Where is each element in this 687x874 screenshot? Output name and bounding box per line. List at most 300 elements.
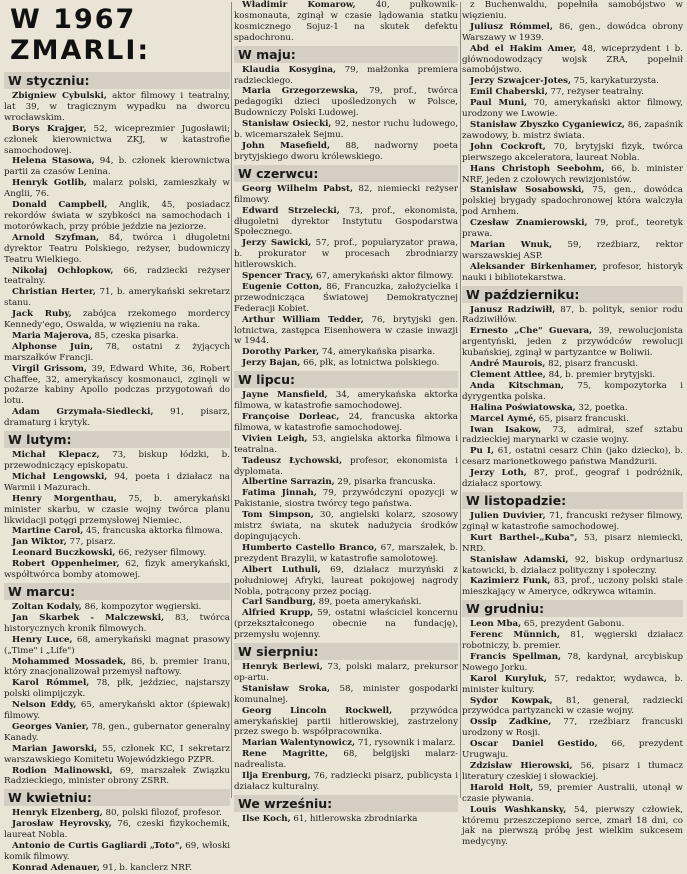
person-description: profesor, historyk nauki i bibliotekarstwa. — [462, 261, 683, 283]
obituary-entry — [234, 543, 458, 565]
person-name: Clement Attlee, — [470, 370, 546, 380]
obituary-entry — [462, 370, 683, 381]
person-description: 78, gen., gubernator generalny Kanady. — [4, 721, 230, 743]
obituary-entry — [462, 576, 683, 598]
obituary-entry — [462, 240, 683, 262]
person-name: Henry Morgenthau, — [12, 493, 117, 504]
person-description: 54, pierwszy człowiek, któremu przeszczepiono serce, zmarł 18 dni, co jak na pierwszą próbę jest wielkim sukcesem medycyny. — [462, 804, 683, 848]
person-name: Zbigniew Cybulski, — [12, 91, 107, 101]
obituary-entry — [4, 309, 230, 331]
month-heading: W czerwcu: — [234, 165, 458, 182]
person-description: 40, pułkownik-kosmonauta, zginął w czasie lądowania statku kosmicznego Sojuz-1 na skutek defektu spadochronu. — [234, 0, 458, 43]
person-description: 73, admirał, szef sztabu radzieckiej marynarki w czasie wojny. — [462, 424, 683, 446]
obituary-entry — [234, 0, 458, 44]
obituary-entry — [462, 696, 683, 718]
person-name: Jerzy Loth, — [470, 468, 527, 479]
person-name: Georges Vanier, — [12, 721, 89, 732]
person-name: Pu I, — [470, 446, 494, 457]
person-name: Karol Kuryluk, — [470, 673, 547, 684]
month-heading: W styczniu: — [4, 72, 230, 89]
obituary-entry — [4, 407, 230, 429]
person-name: Françoise Dorleac, — [242, 412, 340, 422]
obituary-entry — [462, 414, 683, 425]
obituary-section — [462, 619, 683, 848]
person-description: 86, Francuzka, założycielka i przewodnicząca Światowej Demokratycznej Federacji Kobiet. — [234, 281, 459, 314]
obituary-entry — [462, 446, 683, 468]
obituary-entry — [462, 425, 683, 447]
person-description: 61, hitlerowska zbrodniarka — [290, 813, 418, 824]
person-description: 52, wiceprezmier Jugosławii; członek kierownictwa ZKJ, w katastrofie samochodowej. — [4, 123, 230, 156]
person-description: 32, poetka. — [575, 402, 628, 413]
person-description: 68, belgijski malarz-nadrealista. — [234, 749, 459, 771]
person-name: Christian Herter, — [12, 287, 96, 298]
month-heading: We wrześniu: — [234, 795, 458, 812]
obituary-entry — [4, 548, 230, 559]
obituary-section — [4, 808, 230, 873]
obituary-entry — [462, 87, 683, 98]
obituary-entry — [462, 630, 683, 652]
person-description: 70, amerykański aktor filmowy, urodzony we Lwowie. — [462, 98, 683, 120]
obituary-entry — [462, 805, 683, 849]
person-description: 66, reżyser filmowy. — [115, 548, 207, 559]
person-description: 77, rzeźbiarz francuski urodzony w Rosji. — [462, 717, 683, 739]
person-description: 34, amerykańska aktorka filmowa, w katastrofie samochodowej. — [234, 390, 458, 412]
person-name: Borys Krajger, — [12, 123, 87, 134]
person-name: Louis Washkansky, — [470, 804, 567, 815]
obituary-entry — [4, 744, 230, 766]
person-description: 24, francuska aktorka filmowa, w katastrofie samochodowej. — [234, 412, 458, 433]
person-description: 79, przywódczyni opozycji w Pakistanie, siostra twórcy tego państwa. — [234, 488, 458, 510]
obituary-entry — [4, 613, 230, 635]
person-description: 75, gen., dowódca polskiej brygady spadochronowej która walczyła pod Arnhem. — [462, 185, 683, 218]
person-description: 66, płk, as lotnictwa polskiego. — [300, 358, 440, 369]
person-name: Juliusz Rómmel, — [470, 21, 553, 32]
obituary-entry — [234, 565, 458, 598]
obituary-entry — [234, 749, 458, 771]
obituary-entry — [462, 674, 683, 696]
person-name: Jarosław Heyrovsky, — [12, 819, 112, 830]
obituary-entry — [234, 347, 458, 358]
person-name: Adam Grzymała-Siedlecki, — [12, 407, 154, 418]
obituary-entry — [4, 331, 230, 342]
obituary-entry — [462, 468, 683, 490]
person-description: 85, czeska pisarka. — [91, 330, 179, 341]
person-name: Konrad Adenauer, — [12, 862, 100, 873]
person-name: Henryk Elzenberg, — [12, 808, 103, 819]
obituary-entry — [462, 403, 683, 414]
person-description: 59, rzeźbiarz, rektor warszawskiej ASP. — [462, 239, 683, 261]
person-name: Henryk Gotlib, — [12, 178, 87, 189]
person-description: 81, generał, radziecki przywódca partyzancki w czasie wojny. — [462, 695, 683, 717]
obituary-entry — [234, 662, 458, 684]
obituary-entry — [462, 555, 683, 577]
person-name: Henryk Berlewi, — [242, 662, 323, 673]
person-description: 57, prof., popularyzator prawa, b. prokurator w procesach zbrodniarzy hitlerowskich. — [234, 238, 458, 271]
person-name: Jerzy Bajan, — [242, 358, 301, 369]
person-name: Arnold Szyfman, — [12, 232, 100, 243]
column-3 — [462, 0, 684, 848]
obituary-section — [462, 0, 683, 284]
obituary-entry — [4, 808, 230, 819]
obituary-entry — [234, 814, 458, 825]
person-name: Georg Wilhelm Pabst, — [242, 183, 354, 194]
person-description: 67, amerykański aktor filmowy. — [313, 271, 454, 282]
person-description: 48, wiceprzydent i b. głównodowodzący wojsk ZRA, popełnił samobójstwo. — [462, 43, 683, 76]
obituary-entry — [462, 359, 683, 370]
obituary-entry — [234, 684, 458, 706]
person-description: 88, nadworny poeta brytyjskiego dworu królewskiego. — [234, 140, 458, 162]
person-description: 78, kardynał, arcybiskup Nowego Jorku. — [462, 651, 684, 673]
month-heading: W październiku: — [462, 286, 683, 303]
person-name: Jerzy Szwajcer-Jotes, — [470, 76, 572, 87]
person-name: Ossip Zadkine, — [470, 717, 552, 728]
obituary-entry — [4, 722, 230, 744]
person-name: Leon Mba, — [470, 619, 522, 630]
person-description: 39, rewolucjonista argentyński, jeden z przywódców rewolucji kubańskiej, zginął w partyzantce w Boliwii. — [462, 326, 683, 359]
person-name: Carl Sandburg, — [242, 597, 316, 608]
person-description: 53, pisarz niemiecki, NRD. — [462, 532, 683, 554]
person-description: 58, minister gospodarki komunalnej. — [234, 683, 458, 705]
person-name: Henry Luce, — [12, 634, 73, 645]
obituary-entry — [462, 305, 683, 327]
person-name: Jayne Mansfield, — [242, 390, 328, 401]
obituary-entry — [234, 456, 458, 478]
person-name: John Masefield, — [242, 140, 331, 151]
obituary-section — [234, 0, 458, 44]
month-heading: W lutym: — [4, 431, 230, 448]
obituary-entry — [4, 494, 230, 527]
person-description: 92, biskup ordynariusz katowicki, b. działacz polityczny i społeczny. — [462, 554, 683, 576]
person-name: Klaudia Kosygina, — [242, 64, 337, 75]
obituary-section — [234, 65, 458, 163]
person-name: Kazimierz Funk, — [470, 576, 551, 587]
obituary-entry — [4, 700, 230, 722]
obituary-entry — [234, 119, 458, 141]
obituary-entry — [462, 164, 683, 186]
obituary-entry — [234, 510, 458, 543]
obituary-entry — [234, 608, 458, 641]
person-name: Halina Poświatowska, — [470, 402, 576, 413]
person-name: Ernesto „Che" Guevara, — [470, 326, 593, 337]
obituary-entry — [4, 178, 230, 200]
person-description: 86, b. premier Iranu, który znacjonalizował przemysł naftowy. — [4, 656, 230, 678]
obituary-section — [4, 602, 230, 787]
obituary-section — [234, 814, 458, 825]
obituary-entry — [234, 434, 458, 456]
person-name: Tadeusz Łychowski, — [242, 455, 343, 466]
person-description: 53, angielska aktorka filmowa i teatralna. — [234, 433, 458, 455]
obituary-section — [234, 662, 458, 793]
obituary-entry — [4, 472, 230, 494]
person-name: Nikołaj Ochłopkow, — [12, 265, 114, 276]
person-name: John Cockroft, — [470, 141, 546, 152]
person-description: 61, ostatni cesarz Chin (jako dziecko), b. cesarz marionetkowego państwa Mandżurii. — [462, 446, 683, 468]
person-description: 73, polski malarz, prekursor op-artu. — [234, 662, 458, 683]
person-name: Mohammed Mossadek, — [12, 656, 127, 667]
person-description: 86, gen., dowódca obrony Warszawy w 1939. — [462, 21, 683, 43]
person-name: Georg Lincoln Rockwell, — [242, 705, 393, 716]
column-1 — [4, 0, 231, 873]
person-description: 87, b. polityk, senior rodu Radziwiłłów. — [462, 304, 683, 326]
obituary-section — [462, 305, 683, 490]
obituary-entry — [234, 238, 458, 271]
obituary-entry — [4, 364, 230, 408]
person-name: Alfried Krupp, — [242, 608, 314, 619]
obituary-entry — [462, 739, 683, 761]
person-name: Oscar Daniel Gestido, — [470, 739, 598, 750]
obituary-entry — [462, 381, 683, 403]
obituary-entry — [462, 511, 683, 533]
person-name: Stanisław Zbyszko Cyganiewicz, — [470, 119, 625, 130]
person-description: 87, prof., geograf i podróżnik, działacz sportowy. — [462, 468, 683, 490]
obituary-entry — [234, 315, 458, 348]
person-description: 59, ostatni właściciel koncernu (przekształconego obecnie na fundację), przemysłu wojenny. — [234, 608, 459, 641]
person-description: 92, nestor ruchu ludowego, b. wicemarszałek Sejmu. — [234, 119, 458, 141]
obituary-entry — [462, 185, 683, 218]
person-name: Stanisław Adamski, — [470, 554, 569, 565]
obituary-entry — [234, 358, 458, 369]
person-name: Ferenc Münnich, — [470, 630, 560, 641]
person-description: 62, fizyk amerykański, współtwórca bomby atomowej. — [4, 559, 230, 581]
obituary-entry — [4, 450, 230, 472]
person-name: Edward Strzelecki, — [242, 205, 340, 216]
person-name: Marian Walentynowicz, — [242, 738, 356, 749]
person-name: Albert Luthuli, — [242, 564, 321, 575]
person-description: 79, prof., twórca pedagogiki dzieci upośledzonych w Polsce, Budowniczy Polski Ludowej. — [234, 86, 458, 119]
person-description: 74, amerykańska pisarka. — [319, 347, 436, 358]
person-name: Donald Campbell, — [12, 200, 108, 211]
obituary-entry — [462, 22, 683, 44]
obituary-section — [4, 91, 230, 429]
column-2 — [234, 0, 459, 824]
person-description: 76, radziecki pisarz, publicysta i działacz kulturalny. — [234, 771, 458, 792]
person-description: zabójca rzekomego mordercy Kennedy'ego, Oswalda, w więzieniu na raka. — [4, 309, 230, 331]
person-description: 66, b. minister NRF, jeden z czołowych rewizjonistów. — [462, 163, 683, 185]
person-name: Tom Simpson, — [242, 510, 314, 521]
person-name: Abd el Hakim Amer, — [470, 43, 577, 54]
obituary-entry — [234, 738, 458, 749]
person-description: 78, ostatni z żyjących marszałków Francji. — [4, 341, 230, 363]
person-name: Michał Lengowski, — [12, 471, 108, 482]
person-description: 84, b. premier brytyjski. — [545, 370, 656, 380]
person-description: 94, poeta i działacz na Warmii i Mazurach. — [4, 471, 230, 493]
person-name: Robert Oppenheimer, — [12, 559, 120, 570]
obituary-entry — [4, 766, 230, 788]
obituary-entry — [462, 652, 683, 674]
obituary-entry — [234, 771, 458, 793]
person-description: 39, Edward White, 36, Robert Chaffee, 32, amerykańscy kosmonauci, zginęli w pożarze kabiny Apollo podczas przygotowań do lotu. — [4, 363, 230, 407]
person-description: 78, płk, jeździec, najstarszy polski olimpijczyk. — [4, 678, 230, 700]
person-description: 76, brytyjski gen. lotnictwa, zastępca Eisenhowera w czasie inwazji w 1944. — [234, 314, 458, 347]
person-name: Jerzy Sawicki, — [242, 238, 312, 249]
obituary-entry — [462, 326, 683, 359]
obituary-entry — [462, 98, 683, 120]
obituary-entry — [234, 184, 458, 206]
person-name: Stanisław Osiecki, — [242, 119, 332, 130]
person-name: Helena Stasowa, — [12, 156, 95, 167]
obituary-entry — [462, 717, 683, 739]
person-description: 80, polski filozof, profesor. — [102, 808, 222, 819]
obituary-entry — [4, 342, 230, 364]
obituary-entry — [462, 76, 683, 87]
person-description: 86, zapaśnik zawodowy, b. mistrz świata. — [462, 119, 683, 141]
obituary-entry — [234, 390, 458, 412]
person-description: 81, węgierski działacz robotniczy, b. premier. — [462, 630, 683, 652]
person-name: Spencer Tracy, — [242, 271, 314, 282]
person-name: Martine Carol, — [12, 526, 84, 537]
person-name: Władimir Komarow, — [242, 0, 356, 10]
person-name: Hans Christoph Seebohm, — [470, 163, 605, 174]
obituary-entry — [234, 477, 458, 488]
person-description: z Buchenwaldu, popełniła samobójstwo w więzieniu. — [462, 0, 683, 21]
month-heading: W grudniu: — [462, 600, 683, 617]
person-description: 84, twórca i długoletni dyrektor Teatru Polskiego, reżyser, budowniczy Teatru Wielkiego. — [4, 232, 230, 265]
person-description: przywódca amerykańskiej partii hitlerowskiej, zastrzelony przez swego b. współpracownika. — [234, 705, 459, 738]
person-name: Leonard Buczkowski, — [12, 548, 116, 559]
person-name: Paul Muni, — [470, 98, 528, 109]
person-name: Eugenie Cotton, — [242, 281, 323, 292]
person-name: Karol Rómmel, — [12, 678, 90, 689]
person-description: 68, amerykański magnat prasowy („Time" i „Life") — [4, 634, 231, 656]
person-description: 75, kompozytorka i dyrygentka polska. — [462, 380, 683, 402]
obituary-entry — [4, 678, 230, 700]
obituary-entry — [462, 44, 683, 77]
obituary-entry — [4, 841, 230, 863]
person-name: Maria Grzegorzewska, — [242, 86, 359, 97]
month-heading: W sierpniu: — [234, 643, 458, 660]
person-description: malarz polski, zamieszkały w Anglii, 76. — [4, 178, 230, 200]
person-description: 79, małżonka premiera radzieckiego. — [234, 64, 459, 86]
obituary-entry — [462, 142, 683, 164]
person-description: 30, angielski kolarz, szosowy mistrz świata, na skutek nadużycia środków dopingujących. — [234, 510, 458, 542]
person-name: Rodion Malinowski, — [12, 765, 113, 776]
person-name: Nelson Eddy, — [12, 700, 77, 711]
person-description: 45, francuska aktorka filmowa. — [83, 526, 223, 537]
obituary-entry — [4, 635, 230, 657]
person-description: 56, pisarz i tłumacz literatury czeskiej i słowackiej. — [462, 761, 683, 782]
person-description: 57, redaktor, wydawca, b. minister kultury. — [462, 673, 683, 695]
person-description: 55, członek KC, I sekretarz warszawskiego Komitetu Wojewódzkiego PZPR. — [4, 743, 230, 765]
person-description: 91, pisarz, dramaturg i krytyk. — [4, 407, 230, 429]
person-description: 75, b. amerykański minister skarbu, w czasie wojny twórca planu likwidacji potęgi przemysłowej Niemiec. — [4, 493, 230, 526]
person-name: Janusz Radziwiłł, — [470, 304, 556, 315]
obituary-entry — [462, 0, 683, 22]
person-description: 69, działacz murzyński z południowej Afryki, laureat pokojowej nagrody Nobla, potrącony przez pociąg. — [234, 564, 458, 597]
obituary-entry — [4, 819, 230, 841]
person-description: 65, prezydent Gabonu. — [521, 619, 625, 630]
person-description: 77, reżyser teatralny. — [547, 87, 644, 98]
person-name: Francis Spellman, — [470, 651, 562, 662]
obituary-entry — [462, 533, 683, 555]
person-description: 82, niemiecki reżyser filmowy. — [234, 183, 458, 205]
page-title: W 1967 ZMARLI: — [10, 4, 151, 66]
person-description: 69, marszałek Związku Radzieckiego, minister obrony ZSRR. — [4, 765, 230, 787]
obituary-entry — [234, 271, 458, 282]
obituary-entry — [462, 783, 683, 805]
person-name: Iwan Isakow, — [470, 424, 542, 435]
person-description: 66, radziecki reżyser teatralny. — [4, 265, 230, 287]
person-description: 75, karykaturzysta. — [571, 76, 659, 87]
obituary-entry — [4, 287, 230, 309]
obituary-entry — [4, 537, 230, 548]
person-name: André Maurois, — [470, 359, 546, 370]
person-name: Ilse Koch, — [242, 813, 291, 824]
obituary-entry — [234, 706, 458, 739]
person-description: 71, b. amerykański sekretarz stanu. — [4, 287, 230, 309]
obituary-entry — [462, 761, 683, 783]
person-description: 73, prof., ekonomista, długoletni dyrektor Instytutu Gospodarstwa Społecznego. — [234, 205, 459, 238]
person-description: Anglik, 45, posiadacz rekordów świata w szybkości na samochodach i motorówkach, przy próbie jeździe na jeziorze. — [4, 200, 230, 232]
person-description: 71, rysownik i malarz. — [355, 738, 456, 749]
month-heading: W maju: — [234, 46, 458, 63]
person-name: Anda Kitschman, — [470, 380, 564, 391]
person-description: 89, poeta amerykański. — [315, 597, 422, 608]
person-name: Arthur William Tedder, — [242, 314, 364, 325]
month-heading: W lipcu: — [234, 371, 458, 388]
person-description: 29, pisarka francuska. — [334, 477, 436, 488]
person-description: 77, pisarz. — [66, 537, 116, 548]
person-description: aktor filmowy i teatralny, lat 39, w tragicznym wypadku na dworcu wrocławskim. — [4, 91, 230, 123]
obituary-entry — [4, 602, 230, 613]
obituary-entry — [234, 282, 458, 315]
person-name: Marian Wnuk, — [470, 239, 553, 250]
obituary-section — [462, 511, 683, 598]
obituary-entry — [234, 597, 458, 608]
obituary-entry — [234, 488, 458, 510]
obituary-entry — [4, 526, 230, 537]
person-description: 94, b. członek kierownictwa partii za czasów Lenina. — [4, 156, 230, 178]
column-divider — [231, 2, 232, 798]
person-description: 69, włoski komik filmowy. — [4, 841, 230, 862]
obituary-entry — [4, 266, 230, 288]
person-name: Alphonse Juin, — [12, 341, 93, 352]
person-description: 83, prof., uczony polski stale mieszkający w Ameryce, odkrywca witamin. — [462, 576, 683, 598]
obituary-entry — [4, 559, 230, 581]
person-description: 82, pisarz francuski. — [545, 359, 639, 370]
person-name: Michał Klepacz, — [12, 450, 100, 461]
person-name: Vivien Leigh, — [242, 433, 308, 444]
obituary-entry — [462, 120, 683, 142]
month-heading: W listopadzie: — [462, 492, 683, 509]
person-description: 66, prezydent Urugwaju. — [462, 739, 683, 761]
person-description: 70, brytyjski fizyk, twórca pierwszego akceleratora, laureat Nobla. — [462, 141, 683, 163]
obituary-section — [4, 450, 230, 581]
person-name: Kurt Barthel-„Kuba", — [470, 532, 578, 543]
person-name: Zoltan Kodaly, — [12, 601, 82, 612]
person-description: 86, kompozytor węgierski. — [81, 601, 202, 612]
person-description: 59, premier Australii, utonął w czasie pływania. — [462, 782, 683, 804]
person-name: Antonio de Curtis Gagliardi „Toto", — [12, 841, 183, 852]
person-description: 65, amerykański aktor (śpiewak) filmowy. — [4, 700, 231, 722]
person-name: Virgil Grissom, — [12, 363, 87, 374]
person-name: Rene Magritte, — [242, 749, 329, 760]
obituary-entry — [4, 200, 230, 233]
column-divider — [460, 2, 461, 798]
person-description: 71, francuski reżyser filmowy, zginął w katastrofie samochodowej. — [462, 510, 683, 532]
obituary-entry — [234, 65, 458, 87]
person-description: 91, b. kanclerz NRF. — [99, 862, 193, 873]
person-name: Ilja Erenburg, — [242, 771, 311, 782]
obituary-entry — [4, 233, 230, 266]
person-name: Julien Duvivier, — [470, 510, 546, 521]
person-name: Sydor Kowpak, — [470, 695, 553, 706]
person-name: Emil Chaberski, — [470, 87, 548, 98]
person-description: 67, marszałek, b. prezydent Brazylii, w katastrofie samolotowej. — [234, 542, 458, 564]
person-name: Maria Majerova, — [12, 330, 92, 341]
obituary-section — [234, 184, 458, 369]
person-name: Albertine Sarrazin, — [242, 477, 335, 488]
obituary-entry — [4, 124, 230, 157]
